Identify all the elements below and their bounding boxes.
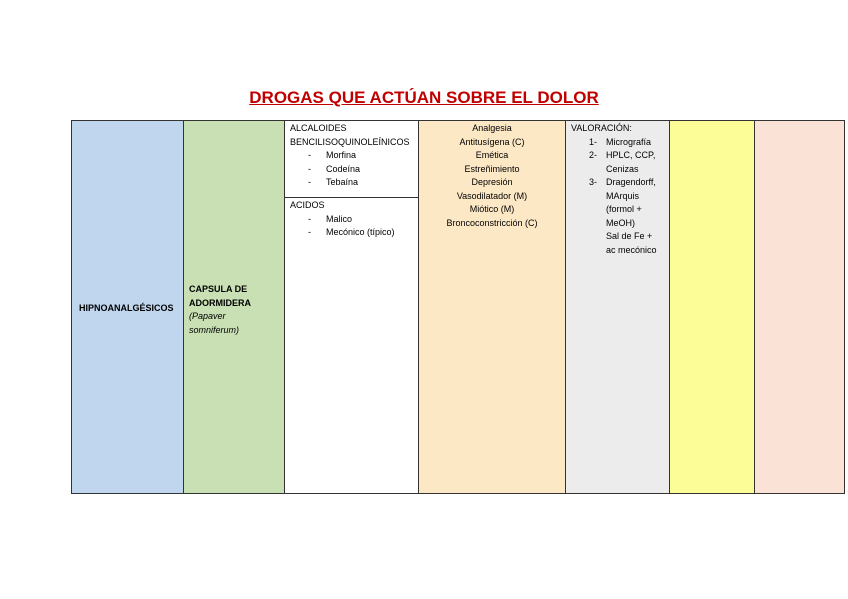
compounds-cell — [285, 121, 419, 494]
empty-cell-yellow — [670, 121, 755, 494]
list-item: 2- HPLC, CCP, — [589, 150, 656, 160]
list-item: Estreñimiento — [464, 163, 520, 174]
list-item-continued: MeOH) — [606, 217, 635, 228]
list-item: - Tebaína — [308, 177, 359, 187]
source-latin-line1: (Papaver — [189, 311, 226, 321]
valuation-list — [566, 121, 669, 257]
source-name-line2: ADORMIDERA — [189, 297, 251, 308]
list-item: 1- Micrografía — [589, 136, 652, 147]
source-cell — [184, 121, 285, 494]
list-item: - Codeína — [308, 163, 361, 174]
list-item: Miótico (M) — [469, 204, 515, 214]
list-item-continued: (formol + — [606, 204, 642, 214]
list-item: - Mecónico (típico) — [308, 227, 395, 237]
drug-table — [71, 120, 845, 494]
alkaloids-header-1: ALCALOIDES — [290, 123, 347, 133]
alkaloids-section — [285, 121, 418, 198]
effects-list — [419, 121, 565, 230]
list-item: Analgesia — [472, 123, 512, 133]
source-text — [184, 283, 284, 337]
page-title: DROGAS QUE ACTÚAN SOBRE EL DOLOR — [249, 88, 599, 107]
effects-cell — [419, 121, 566, 494]
source-name-line1: CAPSULA DE — [189, 284, 248, 294]
table-row — [72, 121, 845, 494]
list-item-continued: MArquis — [606, 190, 640, 201]
list-item: Vasodilatador (M) — [456, 190, 528, 201]
empty-cell-peach — [755, 121, 845, 494]
group-cell — [72, 121, 184, 494]
source-latin-line2: somniferum) — [189, 324, 240, 335]
list-item: - Morfina — [308, 150, 357, 160]
list-item: 3- Dragendorff, — [589, 177, 656, 187]
list-item-continued: Cenizas — [606, 163, 639, 174]
acids-header: ACIDOS — [290, 200, 325, 210]
valuation-cell — [566, 121, 670, 494]
list-item: - Malico — [308, 213, 353, 224]
list-item-extra: ac mecónico — [606, 244, 657, 255]
alkaloids-header-2: BENCILISOQUINOLEÍNICOS — [290, 136, 410, 147]
acids-section — [285, 198, 418, 240]
valuation-header: VALORACIÓN: — [571, 123, 632, 133]
list-item: Emética — [475, 150, 509, 160]
list-item-extra: Sal de Fe + — [606, 231, 653, 241]
list-item: Depresión — [471, 177, 513, 187]
list-item: Broncoconstricción (C) — [446, 217, 538, 228]
list-item: Antitusígena (C) — [459, 136, 525, 147]
group-label: HIPNOANALGÉSICOS — [79, 303, 174, 314]
